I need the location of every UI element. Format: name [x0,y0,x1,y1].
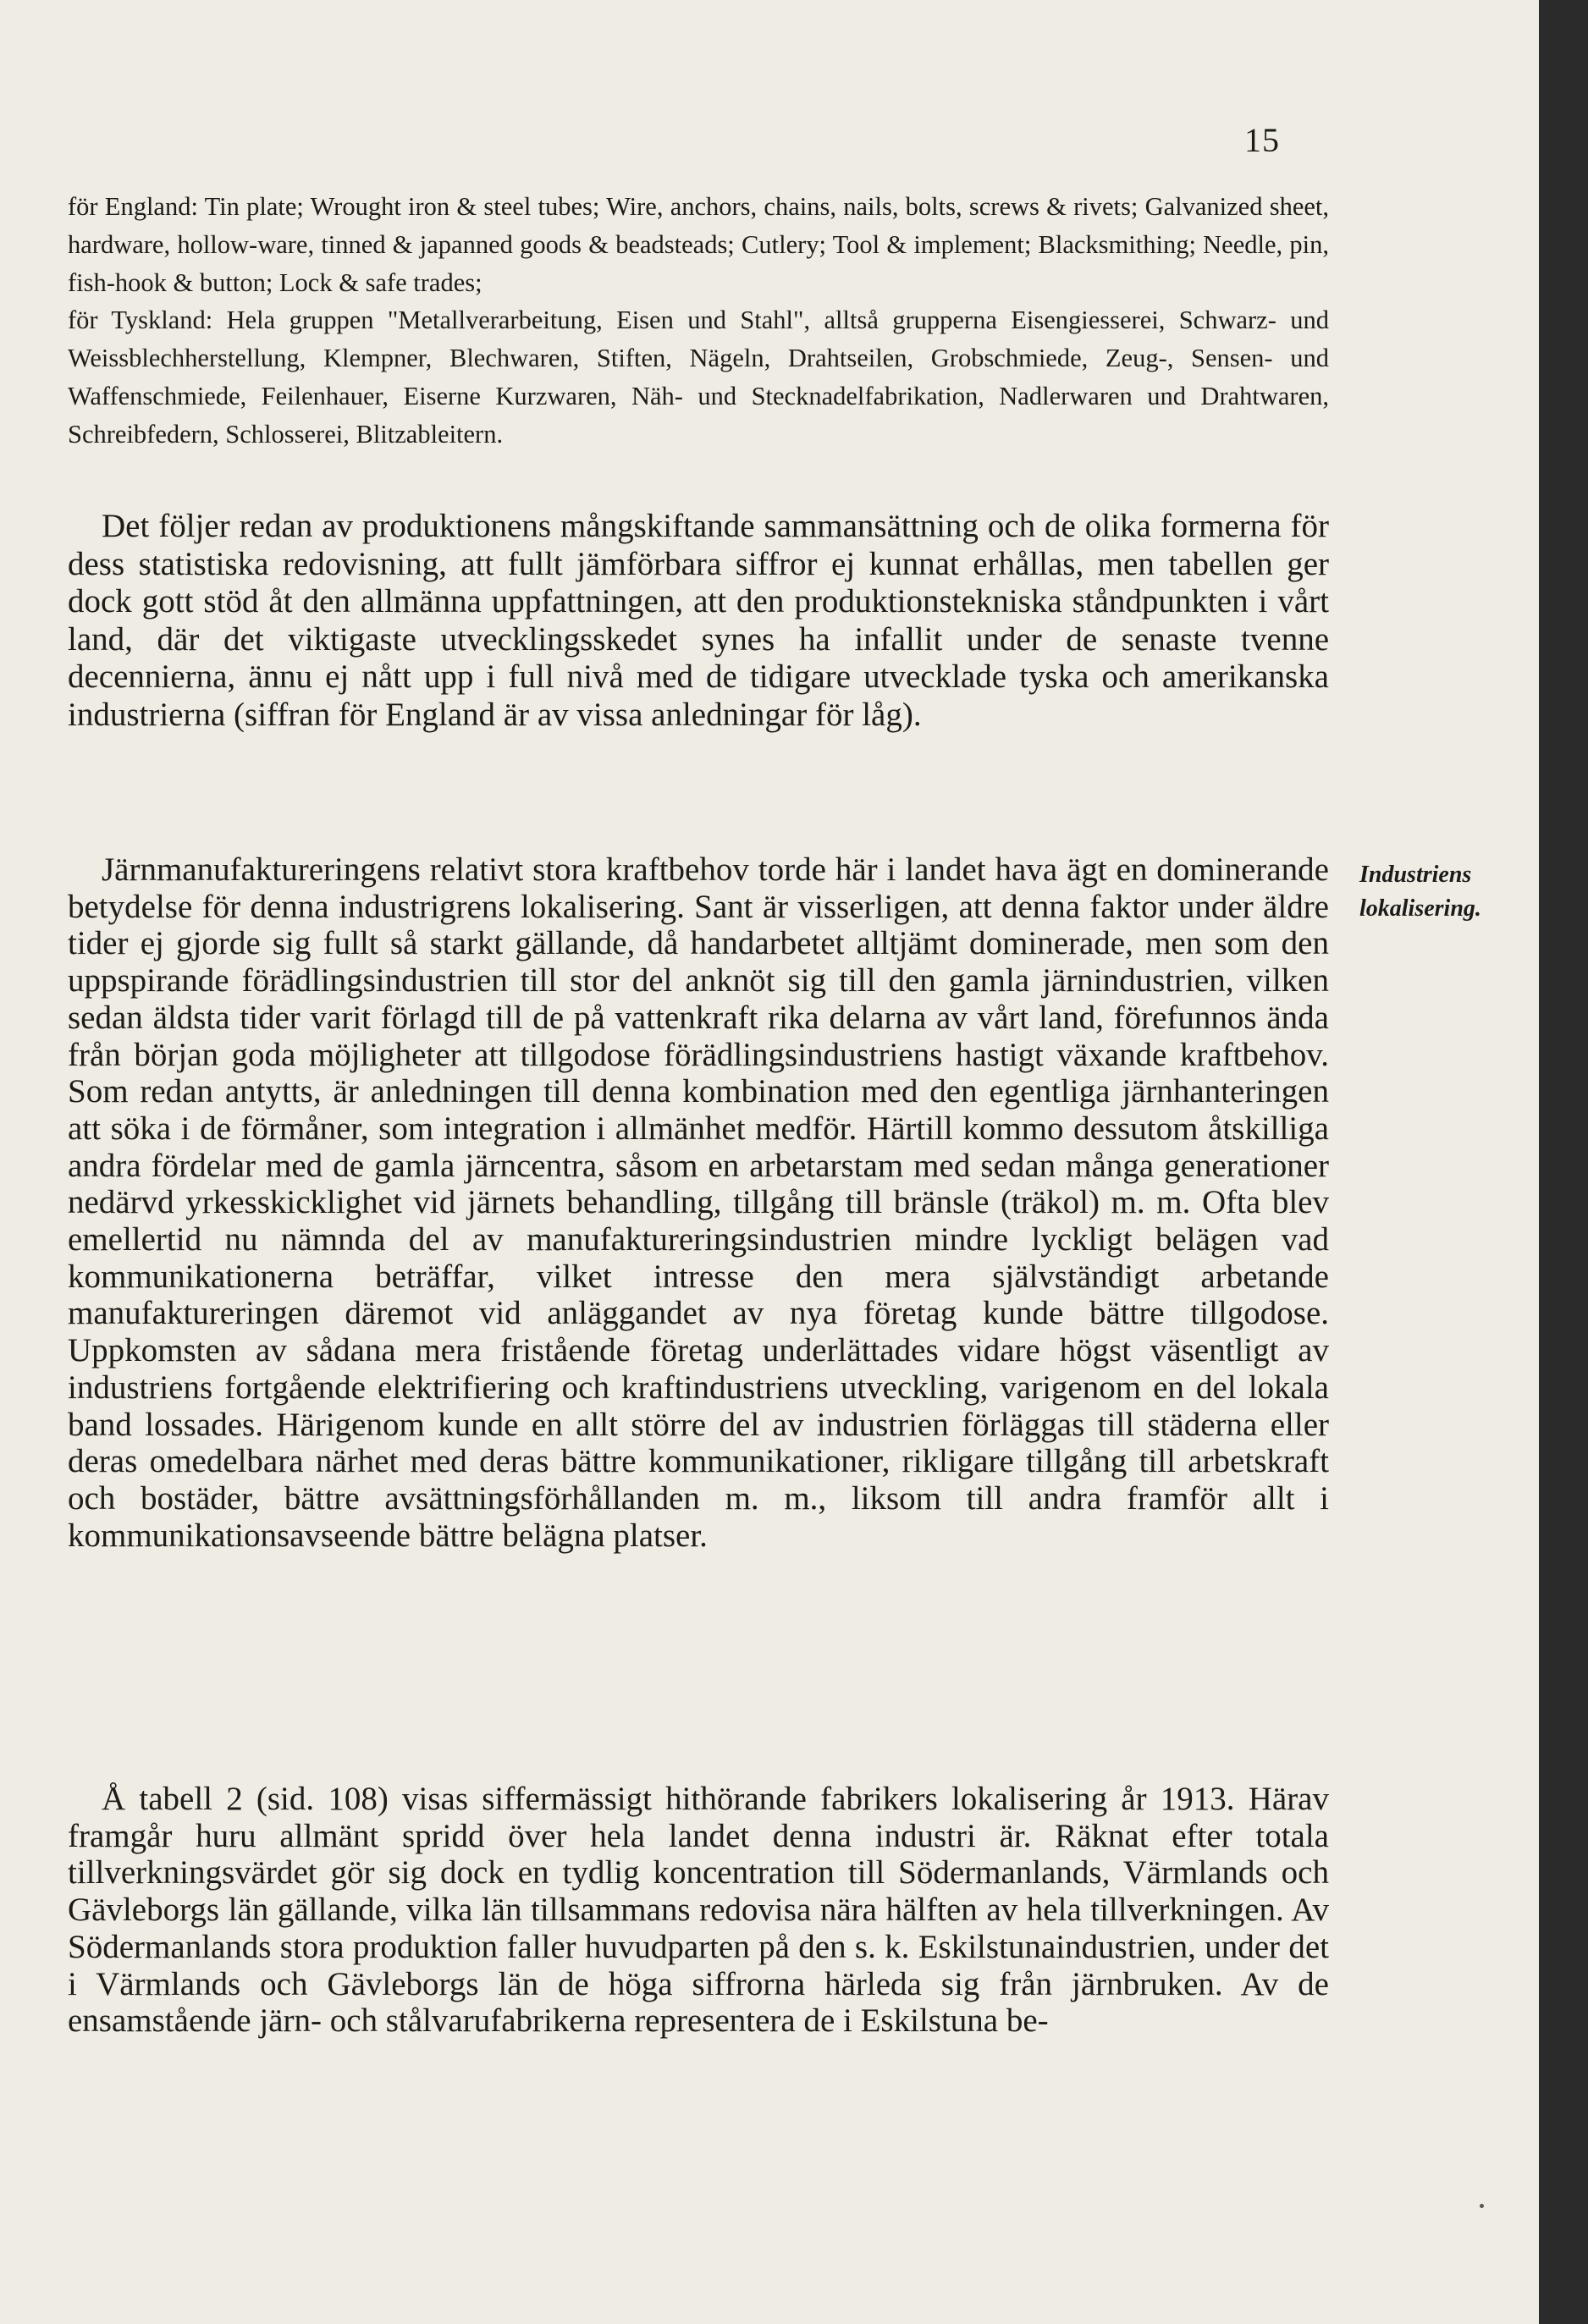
paragraph-table-reference [68,1781,1329,2040]
paragraph-3: Å tabell 2 (sid. 108) visas siffermässigt hithörande fabrikers lokalisering år 1913. Härav framgår huru allmänt spridd över hela landet denna industri är. Räknat efter totala tillverkningsvärdet gör sig dock en tydlig koncentration till Södermanlands, Värmlands och Gävleborgs län gällande, vilka län tillsammans redovisa nära hälften av hela tillverkningen. Av Södermanlands stora produktion faller huvudparten på den s. k. Eskilstunaindustrien, under det i Värmlands och Gävleborgs län de höga siffrorna härleda sig från järnbruken. Av de ensamstående järn- och stålvarufabrikerna representera de i Eskilstuna be- [68,1781,1329,2040]
margin-note [1359,858,1529,926]
paragraph-1: Det följer redan av produktionens mångskiftande sammansättning och de olika formerna för dess statistiska redovisning, att fullt jämförbara siffror ej kunnat erhållas, men tabellen ger dock gott stöd åt den allmänna uppfattningen, att den produktionstekniska ståndpunkten i vårt land, där det viktigaste utvecklingsskedet synes ha infallit under de senaste tvenne decennierna, ännu ej nått upp i full nivå med de tidigare utvecklade tyska och amerikanska industrierna (siffran för England är av vissa anledningar för låg). [68,508,1329,733]
print-speck [1480,2204,1484,2208]
paragraph-localization [68,851,1329,1554]
margin-note-line-1: Industriens [1359,862,1472,888]
page-number: 15 [1244,121,1280,159]
paragraph-productive-comparison [68,508,1329,734]
tyskland-trade-list: för Tyskland: Hela gruppen "Metallverarbeitung, Eisen und Stahl", alltså grupperna Eisengiesserei, Schwarz- und Weissblechherstellung, Klempner, Blechwaren, Stiften, Nägeln, Drahtseilen, Grobschmiede, Zeug-, Sensen- und Waffenschmiede, Feilenhauer, Eiserne Kurzwaren, Näh- und Stecknadelfabrikation, Nadlerwaren und Drahtwaren, Schreibfedern, Schlosserei, Blitzableitern. [68,306,1329,449]
margin-note-line-2: lokalisering. [1359,895,1481,922]
paragraph-2: Järnmanufaktureringens relativt stora kraftbehov torde här i landet hava ägt en dominerande betydelse för denna industrigrens lokalisering. Sant är visserligen, att denna faktor under äldre tider ej gjorde sig fullt så starkt gällande, då handarbetet alltjämt dominerade, men som den uppspirande förädlingsindustrien till stor del anknöt sig till den gamla järnindustrien, vilken sedan äldsta tider varit förlagd till de på vattenkraft rika delarna av vårt land, förefunnos ända från början goda möjligheter att tillgodose förädlingsindustriens hastigt växande kraftbehov. Som redan antytts, är anledningen till denna kombination med den egentliga järnhanteringen att söka i de förmåner, som integration i allmänhet medför. Härtill kommo dessutom åtskilliga andra fördelar med de gamla järncentra, såsom en arbetarstam med sedan många generationer nedärvd yrkesskicklighet vid järnets behandling, tillgång till bränsle (träkol) m. m. Ofta blev emellertid nu nämnda del av manufaktureringsindustrien mindre lyckligt belägen vad kommunikationerna beträffar, vilket intresse den mera självständigt arbetande manufaktureringen däremot vid anläggandet av nya företag kunde bättre tillgodose. Uppkomsten av sådana mera fristående företag underlättades vidare högst väsentligt av industriens fortgående elektrifiering och kraftindustriens utveckling, varigenom en del lokala band lossades. Härigenom kunde en allt större del av industrien förläggas till städerna eller deras omedelbara närhet med deras bättre kommunikationer, rikligare tillgång till arbetskraft och bostäder, bättre avsättningsförhållanden m. m., liksom till andra framför allt i kommunikationsavseende bättre belägna platser. [68,851,1329,1554]
trade-classification-notes [68,188,1329,454]
england-trade-list: för England: Tin plate; Wrought iron & steel tubes; Wire, anchors, chains, nails, bolts, screws & rivets; Galvanized sheet, hardware, hollow-ware, tinned & japanned goods & beadsteads; Cutlery; Tool & implement; Blacksmithing; Needle, pin, fish-hook & button; Lock & safe trades; [68,192,1329,297]
